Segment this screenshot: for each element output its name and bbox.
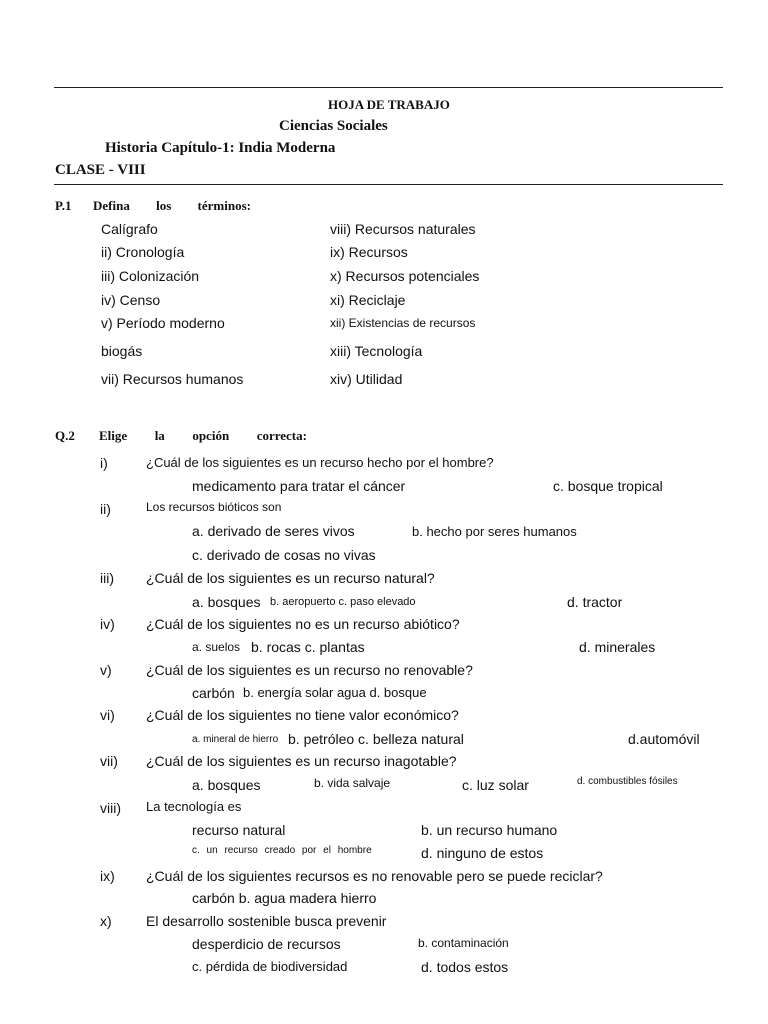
q2-word: opción [192, 428, 230, 443]
class-label: CLASE - VIII [55, 162, 146, 178]
question-number: viii) [100, 800, 121, 816]
option: b. aeropuerto c. paso elevado [270, 596, 416, 608]
question-number: x) [100, 913, 112, 929]
option: d. combustibles fósiles [577, 776, 678, 787]
term-right: xii) Existencias de recursos [330, 316, 476, 330]
option: b. vida salvaje [314, 776, 391, 790]
p1-word: los [156, 198, 172, 213]
option: b. petróleo c. belleza natural [288, 731, 464, 747]
question-number: i) [100, 455, 108, 471]
option: a. suelos [192, 640, 241, 654]
option: a. derivado de seres vivos [192, 523, 355, 539]
option: c. pérdida de biodiversidad [192, 959, 348, 974]
term-left: iii) Colonización [101, 268, 200, 284]
q2-number: Q.2 [55, 428, 75, 443]
q2-word: Elige [99, 428, 128, 443]
term-left: ii) Cronología [101, 244, 185, 260]
option: carbón b. agua madera hierro [192, 890, 377, 906]
option: b. energía solar agua d. bosque [243, 685, 427, 700]
term-left: biogás [101, 343, 143, 359]
term-left: v) Período moderno [101, 315, 225, 331]
question-number: ix) [100, 868, 115, 884]
question-text: El desarrollo sostenible busca prevenir [146, 913, 387, 929]
question-text: ¿Cuál de los siguientes no tiene valor económico? [146, 707, 459, 723]
question-text: Los recursos bióticos son [146, 500, 282, 514]
option: c. bosque tropical [553, 478, 663, 494]
q2-word: correcta: [256, 428, 307, 443]
p1-word: términos: [197, 198, 251, 213]
p1-number: P.1 [55, 198, 72, 213]
option: d.automóvil [628, 731, 700, 747]
question-text: ¿Cuál de los siguientes no es un recurso abiótico? [146, 616, 460, 632]
option: a. bosques [192, 777, 261, 793]
option: recurso natural [192, 822, 286, 838]
term-right: xiv) Utilidad [330, 371, 403, 387]
q2-instruction [99, 428, 307, 444]
option: d. ninguno de estos [421, 845, 544, 861]
subject-title: Ciencias Sociales [279, 118, 388, 134]
p1-instruction [93, 198, 251, 214]
option: b. hecho por seres humanos [412, 524, 577, 539]
question-text: La tecnología es [146, 799, 242, 814]
question-number: iii) [100, 570, 114, 586]
option: c. un recurso creado por el hombre [192, 845, 372, 856]
question-number: iv) [100, 616, 115, 632]
term-left: Calígrafo [101, 221, 158, 237]
term-right: x) Recursos potenciales [330, 268, 480, 284]
option: b. contaminación [418, 936, 509, 950]
term-left: vii) Recursos humanos [101, 371, 244, 387]
worksheet-title: HOJA DE TRABAJO [328, 97, 450, 112]
option: b. rocas c. plantas [251, 639, 365, 655]
term-right: xiii) Tecnología [330, 343, 423, 359]
q2-word: la [154, 428, 165, 443]
option: desperdicio de recursos [192, 936, 341, 952]
option: b. un recurso humano [421, 822, 558, 838]
question-text: ¿Cuál de los siguientes es un recurso no renovable? [146, 662, 473, 678]
option: carbón [192, 685, 235, 701]
term-right: viii) Recursos naturales [330, 221, 476, 237]
option: c. derivado de cosas no vivas [192, 547, 376, 563]
option: d. tractor [567, 594, 623, 610]
option: a. mineral de hierro [192, 734, 279, 745]
option: medicamento para tratar el cáncer [192, 478, 406, 494]
question-text: ¿Cuál de los siguientes es un recurso inagotable? [146, 753, 457, 769]
question-text: ¿Cuál de los siguientes es un recurso natural? [146, 570, 435, 586]
header-bottom-rule [54, 184, 723, 185]
option: d. todos estos [421, 959, 509, 975]
term-left: iv) Censo [101, 292, 161, 308]
question-number: vi) [100, 707, 115, 723]
question-number: v) [100, 662, 112, 678]
top-rule [54, 87, 723, 88]
question-text: ¿Cuál de los siguientes recursos es no renovable pero se puede reciclar? [146, 868, 603, 884]
question-text: ¿Cuál de los siguientes es un recurso hecho por el hombre? [146, 455, 494, 470]
term-right: ix) Recursos [330, 244, 408, 260]
p1-word: Defina [93, 198, 130, 213]
option: d. minerales [579, 639, 656, 655]
question-number: ii) [100, 501, 111, 517]
option: c. luz solar [462, 777, 529, 793]
question-number: vii) [100, 753, 118, 769]
chapter-title: Historia Capítulo-1: India Moderna [105, 140, 336, 156]
term-right: xi) Reciclaje [330, 292, 406, 308]
option: a. bosques [192, 594, 261, 610]
